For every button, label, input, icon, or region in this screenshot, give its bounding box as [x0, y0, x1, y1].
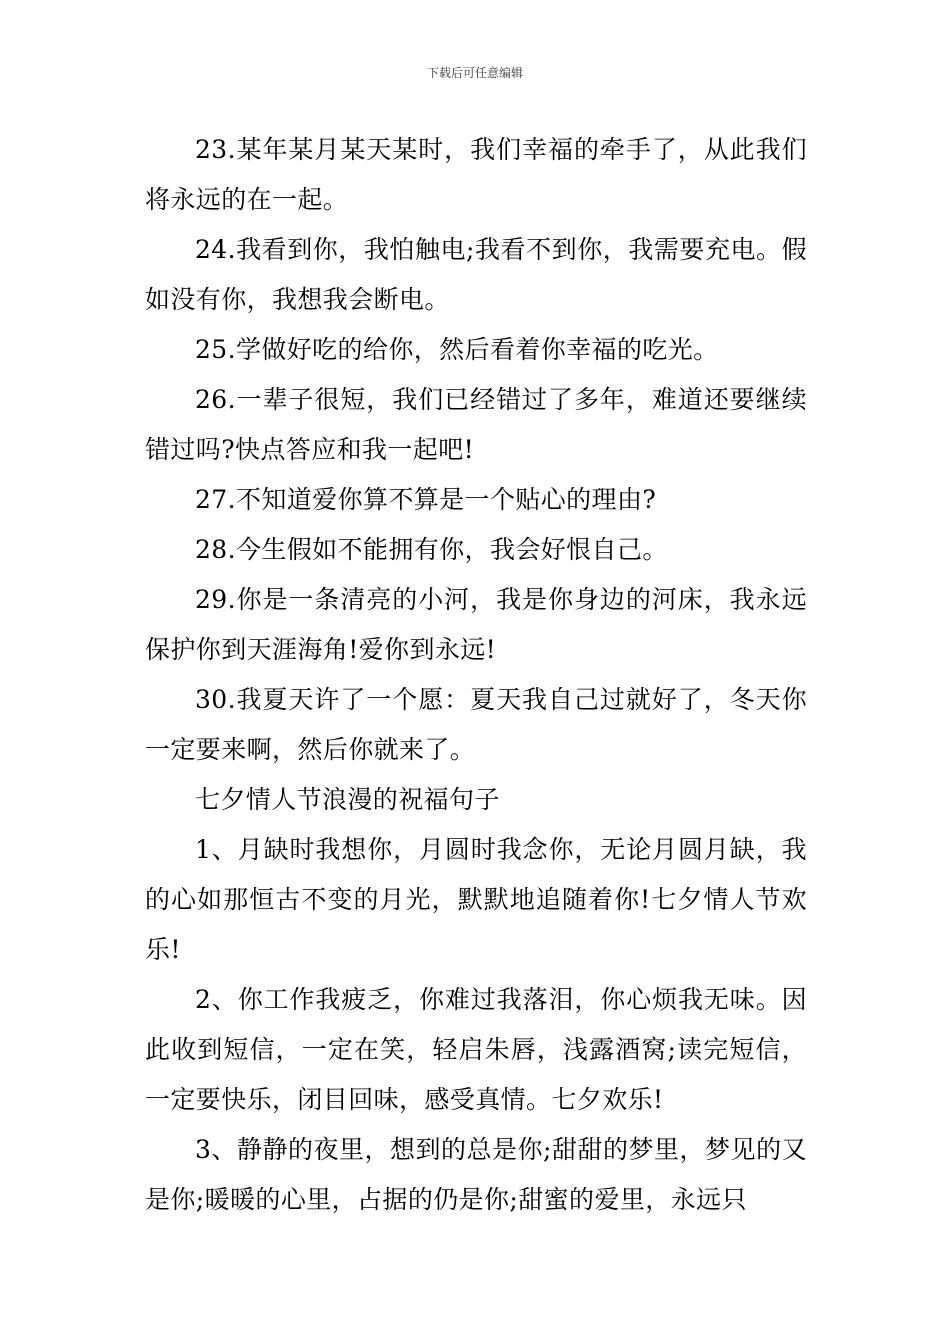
page-header: 下载后可任意编辑 [426, 66, 523, 80]
paragraph-23: 23.某年某月某天某时，我们幸福的牵手了，从此我们将永远的在一起。 [145, 135, 807, 214]
paragraph-27: 27.不知道爱你算不算是一个贴心的理由? [195, 485, 657, 514]
paragraph-30: 30.我夏天许了一个愿：夏天我自己过就好了，冬天你一定要来啊，然后你就来了。 [145, 685, 807, 764]
paragraph-26: 26.一辈子很短，我们已经错过了多年，难道还要继续错过吗?快点答应和我一起吧! [145, 385, 807, 464]
blessing-1: 1、月缺时我想你，月圆时我念你，无论月圆月缺，我的心如那恒古不变的月光，默默地追随着你!七夕情人节欢乐! [145, 835, 807, 964]
paragraph-24: 24.我看到你，我怕触电;我看不到你，我需要充电。假如没有你，我想我会断电。 [145, 235, 807, 314]
section-heading: 七夕情人节浪漫的祝福句子 [195, 785, 500, 814]
blessing-3: 3、静静的夜里，想到的总是你;甜甜的梦里，梦见的又是你;暖暖的心里，占据的仍是你;甜蜜的爱里，永远只 [145, 1135, 807, 1214]
paragraph-28: 28.今生假如不能拥有你，我会好恨自己。 [195, 535, 668, 564]
paragraph-25: 25.学做好吃的给你，然后看着你幸福的吃光。 [195, 335, 719, 364]
blessing-2: 2、你工作我疲乏，你难过我落泪，你心烦我无味。因此收到短信，一定在笑，轻启朱唇，浅露酒窝;读完短信，一定要快乐，闭目回味，感受真情。七夕欢乐! [145, 985, 807, 1114]
paragraph-29: 29.你是一条清亮的小河，我是你身边的河床，我永远保护你到天涯海角!爱你到永远! [145, 585, 807, 664]
document-body [145, 125, 807, 1225]
